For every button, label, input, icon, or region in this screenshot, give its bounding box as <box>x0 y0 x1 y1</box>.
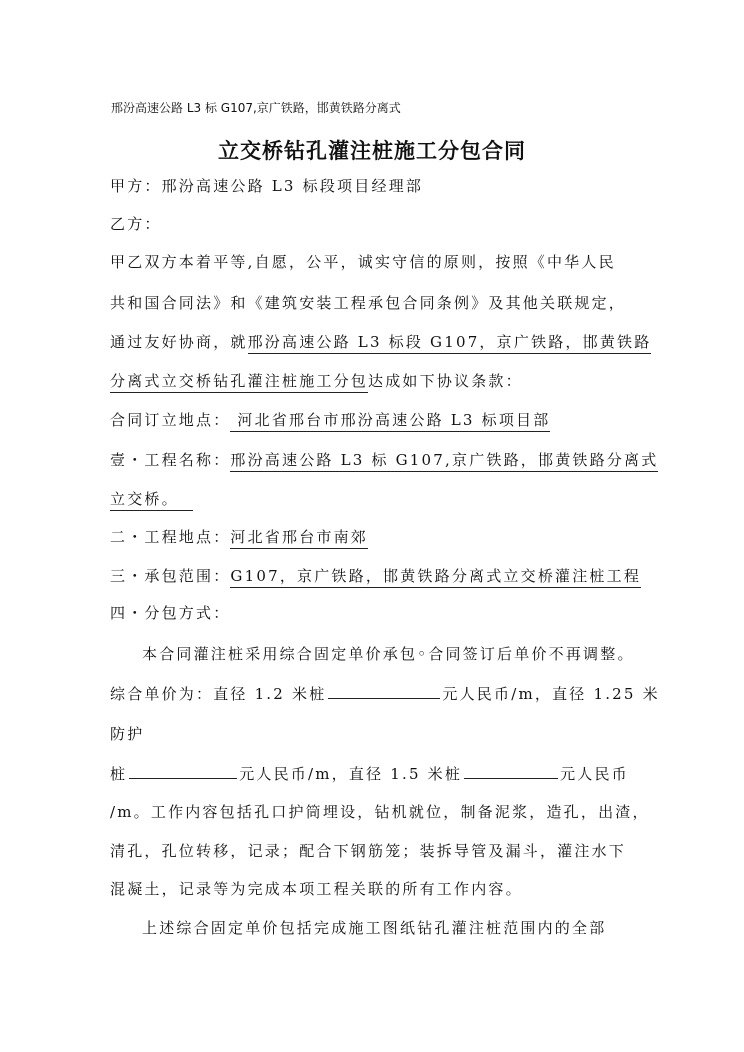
work-content-2: 清孔，孔位转移，记录；配合下钢筋笼；装拆导管及漏斗，灌注水下 <box>110 842 627 860</box>
item-1-cont <box>110 489 193 509</box>
item-1-value: 邢汾高速公路 L3 标 G107,京广铁路，邯黄铁路分离式 <box>230 451 658 472</box>
party-b: 乙方： <box>110 215 162 233</box>
price-blank-2[interactable] <box>129 764 237 779</box>
contract-place-value: 河北省邢台市邢汾高速公路 L3 标项目部 <box>230 411 550 432</box>
body-paragraph-1: 本合同灌注桩采用综合固定单价承包◦合同签订后单价不再调整。 <box>142 645 635 663</box>
work-content-1: /m。工作内容包括孔口护筒埋设，钻机就位，制备泥浆，造孔，出渣， <box>110 803 650 821</box>
item-2 <box>110 527 368 547</box>
project-scope-underlined: 分离式立交桥钻孔灌注桩施工分包 <box>110 372 368 393</box>
page-header: 邢汾高速公路 L3 标 G107,京广铁路，邯黄铁路分离式 <box>111 101 401 115</box>
item-2-label: 二・工程地点： <box>110 528 231 546</box>
price-blank-1[interactable] <box>328 684 440 699</box>
body-paragraph-2: 上述综合固定单价包括完成施工图纸钻孔灌注桩范围内的全部 <box>142 919 607 937</box>
unit-price-d: 桩 <box>110 765 128 783</box>
contract-place-label: 合同订立地点： <box>110 411 231 429</box>
contract-place <box>110 410 550 430</box>
item-4: 四・分包方式： <box>110 604 231 622</box>
unit-price-f: 元人民币 <box>560 765 629 783</box>
intro-line-3 <box>110 332 651 352</box>
item-1 <box>110 450 658 470</box>
intro-line-3-text: 通过友好协商，就 <box>110 333 248 351</box>
item-2-value: 河北省邢台市南郊 <box>230 528 368 549</box>
work-content-3: 混凝土，记录等为完成本项工程关联的所有工作内容。 <box>110 880 523 898</box>
intro-line-4 <box>110 371 523 391</box>
item-1-label: 壹・工程名称： <box>110 451 231 469</box>
item-3-value: G107，京广铁路，邯黄铁路分离式立交桥灌注桩工程 <box>230 567 641 588</box>
unit-price-e: 元人民币/m，直径 1.5 米桩 <box>239 765 463 783</box>
item-3 <box>110 566 641 586</box>
item-3-label: 三・承包范围： <box>110 567 231 585</box>
party-a: 甲方：邢汾高速公路 L3 标段项目经理部 <box>110 177 424 195</box>
item-1-value-cont: 立交桥。 <box>110 490 193 511</box>
unit-price-a: 综合单价为：直径 1.2 米桩 <box>110 685 327 703</box>
unit-price-line-2 <box>110 764 629 784</box>
price-blank-3[interactable] <box>464 764 558 779</box>
intro-line-4-text: 达成如下协议条款： <box>368 372 523 390</box>
unit-price-b: 元人民币/m，直径 1.25 米 <box>442 685 660 703</box>
contract-title: 立交桥钻孔灌注桩施工分包合同 <box>218 139 526 163</box>
unit-price-protect: 防护 <box>110 725 145 743</box>
unit-price-line <box>110 684 660 704</box>
intro-line-2: 共和国合同法》和《建筑安装工程承包合同条例》及其他关联规定， <box>110 294 627 312</box>
intro-line-1: 甲乙双方本着平等,自愿，公平，诚实守信的原则，按照《中华人民 <box>110 253 616 271</box>
project-name-underlined: 邢汾高速公路 L3 标段 G107，京广铁路，邯黄铁路 <box>248 333 652 354</box>
